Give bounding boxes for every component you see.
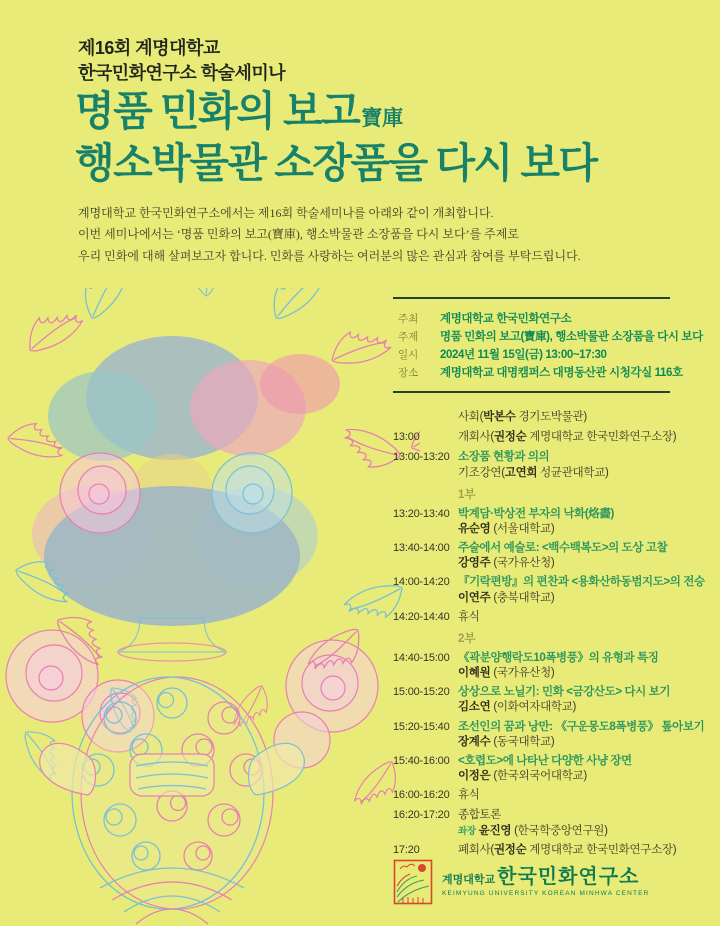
schedule-time: 15:20-15:40 bbox=[393, 720, 450, 733]
speaker-line: 휴식 bbox=[458, 789, 480, 802]
info-label: 주최 bbox=[398, 313, 419, 325]
schedule-list bbox=[393, 410, 705, 863]
title-hanja: 寶庫 bbox=[361, 106, 404, 130]
session-title: 조선인의 꿈과 낭만: 《구운몽도8폭병풍》 톺아보기 bbox=[458, 720, 705, 733]
schedule-content bbox=[458, 788, 693, 803]
schedule-time: 17:20 bbox=[393, 843, 420, 856]
schedule-content bbox=[458, 754, 693, 784]
schedule-content bbox=[458, 808, 693, 838]
schedule-row bbox=[393, 843, 693, 858]
speaker-name: 권정순 bbox=[493, 843, 527, 856]
chair-label: 좌장 bbox=[458, 825, 476, 837]
kicker-line2: 한국민화연구소 학술세미나 bbox=[78, 62, 286, 83]
intro-line: 계명대학교 한국민화연구소에서는 제16회 학술세미나를 아래와 같이 개최합니다. bbox=[78, 206, 494, 220]
info-value: 계명대학교 대명캠퍼스 대명동산관 시청각실 116호 bbox=[440, 367, 683, 379]
schedule-time: 13:40-14:00 bbox=[393, 542, 450, 555]
schedule-content bbox=[458, 430, 693, 445]
schedule-content bbox=[458, 507, 693, 537]
schedule-row bbox=[393, 430, 693, 445]
speaker-name: 이연주 bbox=[458, 591, 491, 604]
info-row bbox=[398, 328, 703, 344]
schedule-row bbox=[393, 651, 693, 681]
org-name-en: KEIMYUNG UNIVERSITY KOREAN MINHWA CENTER bbox=[442, 890, 650, 897]
session-title: <호렵도>에 나타난 다양한 사냥 장면 bbox=[458, 754, 632, 767]
schedule-row bbox=[393, 685, 693, 715]
speaker-name: 고연희 bbox=[504, 466, 538, 479]
speaker-line: 개회사(권정순 계명대학교 한국민화연구소장) bbox=[458, 431, 677, 444]
info-label: 일시 bbox=[398, 349, 419, 361]
speaker-name: 이혜원 bbox=[458, 667, 491, 680]
session-title: 소장품 현황과 의의 bbox=[458, 451, 550, 464]
schedule-section-label: 1부 bbox=[458, 488, 476, 501]
kicker bbox=[78, 36, 285, 86]
intro-line: 우리 민화에 대해 살펴보고자 합니다. 민화를 사랑하는 여러분의 많은 관심과 참여를 부탁드립니다. bbox=[78, 248, 581, 263]
session-title: 상상으로 노닐기: 민화 <금강산도> 다시 보기 bbox=[458, 686, 671, 699]
schedule-time: 14:00-14:20 bbox=[393, 576, 450, 589]
speaker-line: 김소연 (이화여자대학교) bbox=[458, 701, 577, 714]
schedule-row bbox=[393, 410, 693, 425]
poster-title bbox=[75, 86, 597, 189]
speaker-name: 유순영 bbox=[458, 522, 491, 535]
info-value: 계명대학교 한국민화연구소 bbox=[440, 313, 572, 325]
vase bbox=[40, 677, 305, 924]
speaker-line: 이연주 (충북대학교) bbox=[458, 591, 555, 604]
schedule-time: 15:00-15:20 bbox=[393, 686, 450, 699]
schedule-content bbox=[458, 843, 693, 858]
schedule-content bbox=[458, 575, 705, 605]
schedule-content bbox=[458, 410, 693, 425]
info-value: 2024년 11월 15일(금) 13:00~17:30 bbox=[440, 349, 607, 361]
schedule-content bbox=[458, 651, 693, 681]
session-title: 《곽분양행락도10폭병풍》의 유형과 특징 bbox=[458, 651, 659, 664]
minhwa-flower-vase-illustration bbox=[0, 288, 420, 926]
schedule-content bbox=[458, 610, 693, 625]
footer-logo-text bbox=[442, 867, 649, 897]
speaker-line: 좌장 윤진영 (한국학중앙연구원) bbox=[458, 824, 608, 837]
info-row bbox=[398, 364, 683, 380]
schedule-time: 13:00-13:20 bbox=[393, 451, 450, 464]
schedule-row bbox=[393, 808, 693, 838]
kicker-line1: 제16회 계명대학교 bbox=[78, 38, 220, 58]
speaker-line: 장계수 (동국대학교) bbox=[458, 735, 555, 748]
schedule-time: 14:40-15:00 bbox=[393, 651, 450, 664]
title-line2: 행소박물관 소장품을 다시 보다 bbox=[75, 139, 597, 186]
schedule-row bbox=[393, 507, 693, 537]
schedule-row bbox=[393, 541, 693, 571]
schedule-time: 16:00-16:20 bbox=[393, 789, 450, 802]
speaker-name: 장계수 bbox=[458, 735, 491, 748]
session-title: 『기락편방』의 편찬과 <용화산하동범지도>의 전승 bbox=[458, 576, 705, 589]
schedule-row bbox=[393, 720, 705, 750]
speaker-name: 윤진영 bbox=[478, 824, 512, 837]
schedule-time bbox=[393, 410, 458, 425]
info-value: 명품 민화의 보고(寶庫), 행소박물관 소장품을 다시 보다 bbox=[440, 331, 703, 343]
speaker-line: 폐회사(권정순 계명대학교 한국민화연구소장) bbox=[458, 843, 677, 856]
speaker-name: 권정순 bbox=[493, 431, 527, 444]
org-name-prefix: 계명대학교 bbox=[442, 874, 496, 886]
speaker-line: 이혜원 (국가유산청) bbox=[458, 667, 555, 680]
intro-line: 이번 세미나에서는 ‘명품 민화의 보고(寶庫), 행소박물관 소장품을 다시 보다’를 주제로 bbox=[78, 227, 519, 242]
event-info-panel bbox=[393, 297, 703, 393]
schedule-row bbox=[393, 610, 693, 625]
org-name-kr bbox=[442, 867, 649, 887]
session-title: 종합토론 bbox=[458, 809, 501, 822]
footer-logo bbox=[393, 859, 649, 905]
schedule-row bbox=[393, 575, 705, 605]
session-title: 박계담·박상전 부자의 낙화(烙畵) bbox=[458, 507, 614, 520]
speaker-line: 이정은 (한국외국어대학교) bbox=[458, 770, 587, 783]
speaker-name: 박본수 bbox=[483, 411, 516, 423]
session-title: 주술에서 예술로: <백수백복도>의 도상 고찰 bbox=[458, 542, 668, 555]
schedule-row bbox=[393, 788, 693, 803]
schedule-row bbox=[393, 754, 693, 784]
info-row bbox=[398, 310, 670, 326]
speaker-line: 사회(박본수 경기도박물관) bbox=[458, 411, 587, 423]
speaker-line: 기조강연(고연희 성균관대학교) bbox=[458, 466, 609, 479]
info-label: 주제 bbox=[398, 331, 419, 343]
intro-paragraph bbox=[78, 203, 581, 267]
speaker-name: 김소연 bbox=[458, 701, 491, 714]
schedule-content bbox=[458, 450, 693, 480]
schedule-time: 13:20-13:40 bbox=[393, 507, 450, 520]
speaker-name: 이정은 bbox=[458, 770, 491, 783]
schedule-time: 15:40-16:00 bbox=[393, 754, 450, 767]
schedule-time: 14:20-14:40 bbox=[393, 610, 450, 623]
info-row bbox=[398, 346, 670, 362]
schedule-time: 13:00 bbox=[393, 431, 420, 444]
schedule-content bbox=[458, 541, 693, 571]
schedule-time: 16:20-17:20 bbox=[393, 809, 450, 822]
schedule-content bbox=[458, 720, 704, 750]
speaker-line: 강영주 (국가유산청) bbox=[458, 557, 555, 570]
speaker-line: 휴식 bbox=[458, 610, 480, 623]
speaker-line: 유순영 (서울대학교) bbox=[458, 522, 555, 535]
speaker-name: 강영주 bbox=[458, 557, 491, 570]
schedule-content bbox=[458, 685, 693, 715]
minhwa-landscape-seal-icon bbox=[393, 859, 433, 905]
info-label: 장소 bbox=[398, 367, 419, 379]
title-line1: 명품 민화의 보고寶庫 bbox=[75, 88, 404, 134]
org-name-main: 한국민화연구소 bbox=[497, 866, 640, 888]
schedule-section-label: 2부 bbox=[458, 632, 476, 645]
schedule-row bbox=[393, 450, 693, 480]
